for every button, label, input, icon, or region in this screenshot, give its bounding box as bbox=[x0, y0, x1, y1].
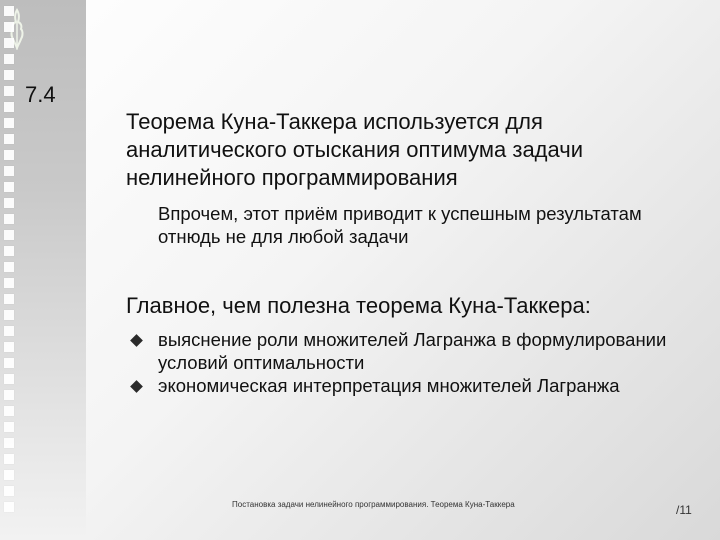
main-paragraph-1: Теорема Куна-Таккера используется для аналитического отыскания оптимума задачи нелинейного программирования bbox=[126, 109, 584, 190]
left-sidebar-panel bbox=[0, 0, 86, 540]
bullet-list bbox=[126, 328, 686, 397]
section-number: 7.4 bbox=[25, 82, 56, 107]
sub-paragraph-note: Впрочем, этот приём приводит к успешным результатам отнюдь не для любой задачи bbox=[158, 203, 642, 247]
bullet-text-1: выяснение роли множителей Лагранжа в формулировании условий оптимальности bbox=[158, 329, 667, 373]
footer-caption: Постановка задачи нелинейного программирования. Теорема Куна-Таккера bbox=[232, 500, 515, 509]
bullet-text-2: экономическая интерпретация множителей Лагранжа bbox=[158, 375, 620, 396]
bullet-item bbox=[158, 374, 686, 397]
bullet-item bbox=[158, 328, 686, 374]
slide-content bbox=[126, 108, 686, 397]
diamond-bullet-icon bbox=[130, 334, 143, 347]
diamond-bullet-icon bbox=[130, 380, 143, 393]
page-number: /11 bbox=[676, 503, 692, 517]
decorative-square-column bbox=[4, 0, 16, 540]
main-paragraph-2: Главное, чем полезна теорема Куна-Таккера: bbox=[126, 293, 591, 318]
